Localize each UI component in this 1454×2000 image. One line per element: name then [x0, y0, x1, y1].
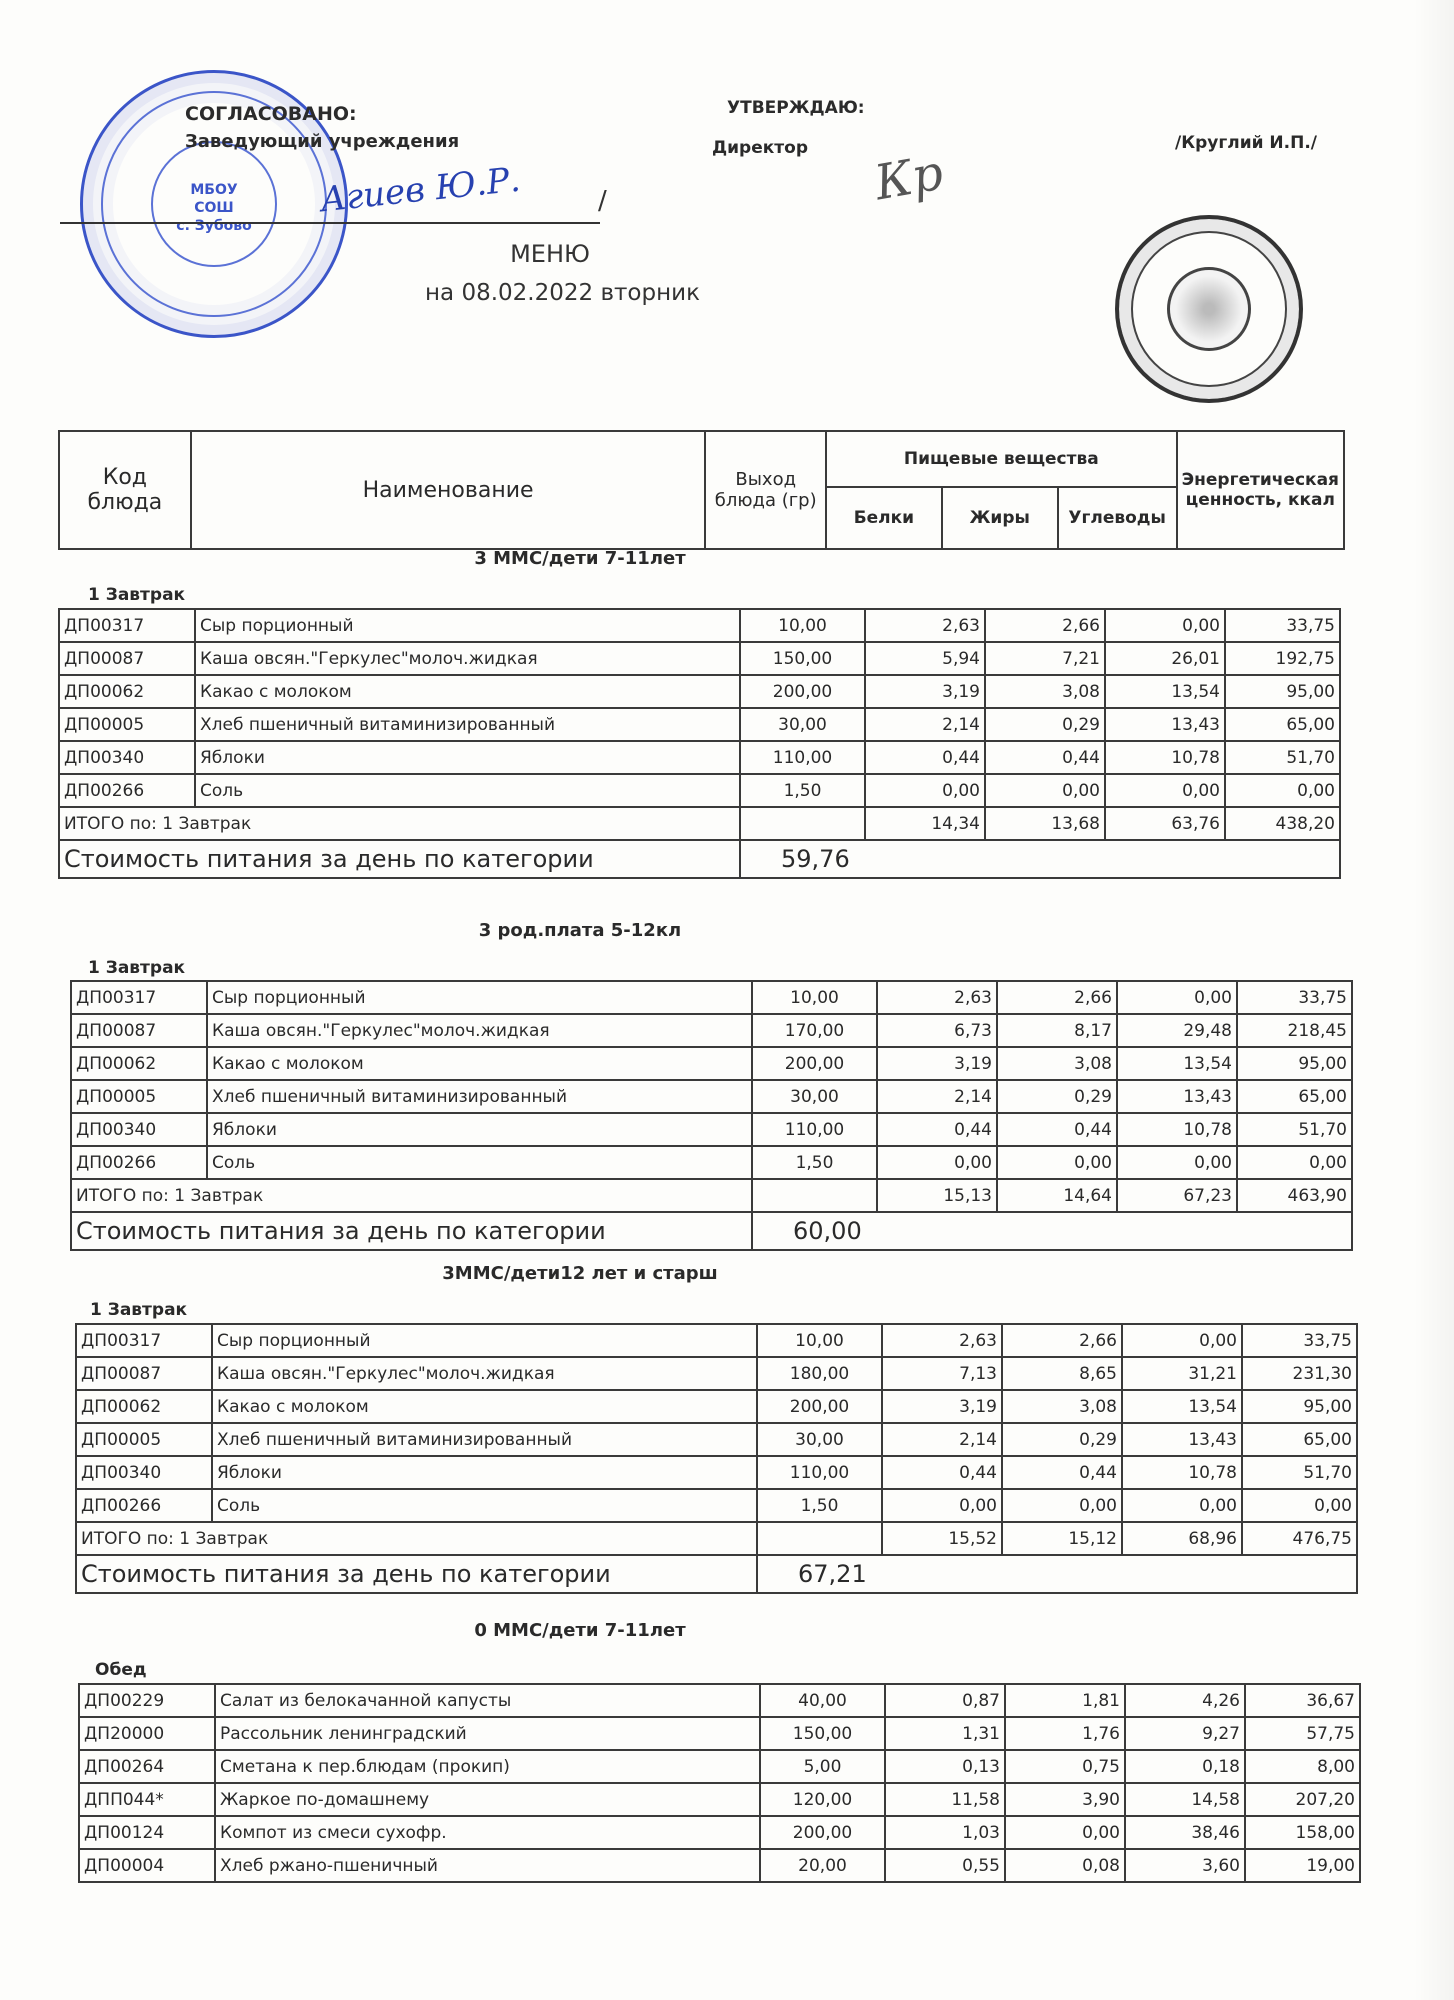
- col-name: Наименование: [191, 431, 706, 549]
- dish-name: Какао с молоком: [212, 1390, 757, 1423]
- dish-name: Яблоки: [207, 1113, 752, 1146]
- dish-output: 10,00: [752, 981, 877, 1014]
- table-row: [79, 1816, 1360, 1849]
- table-row: [76, 1489, 1357, 1522]
- dish-kcal: 207,20: [1245, 1783, 1360, 1816]
- table-row: [59, 741, 1340, 774]
- dish-kcal: 33,75: [1225, 609, 1340, 642]
- dish-name: Каша овсян."Геркулес"молоч.жидкая: [195, 642, 740, 675]
- dish-carbs: 0,00: [1122, 1489, 1242, 1522]
- dish-protein: 0,55: [885, 1849, 1005, 1882]
- total-label: ИТОГО по: 1 Завтрак: [71, 1179, 752, 1212]
- total-label: ИТОГО по: 1 Завтрак: [59, 807, 740, 840]
- page-date: на 08.02.2022 вторник: [425, 280, 700, 306]
- cost-label: Стоимость питания за день по категории: [59, 840, 740, 878]
- table-row: [76, 1456, 1357, 1489]
- dish-protein: 2,63: [877, 981, 997, 1014]
- dish-fat: 0,00: [985, 774, 1105, 807]
- dish-fat: 3,08: [997, 1047, 1117, 1080]
- dish-protein: 2,14: [882, 1423, 1002, 1456]
- dish-protein: 3,19: [865, 675, 985, 708]
- dish-output: 150,00: [760, 1717, 885, 1750]
- dish-carbs: 38,46: [1125, 1816, 1245, 1849]
- dish-name: Какао с молоком: [195, 675, 740, 708]
- dish-fat: 3,08: [1002, 1390, 1122, 1423]
- dish-output: 30,00: [752, 1080, 877, 1113]
- dish-carbs: 31,21: [1122, 1357, 1242, 1390]
- dish-code: ДП20000: [79, 1717, 215, 1750]
- dish-kcal: 231,30: [1242, 1357, 1357, 1390]
- dish-kcal: 8,00: [1245, 1750, 1360, 1783]
- dish-code: ДП00266: [71, 1146, 207, 1179]
- dish-protein: 0,44: [865, 741, 985, 774]
- dish-name: Сыр порционный: [207, 981, 752, 1014]
- table-row: [71, 1080, 1352, 1113]
- dish-kcal: 95,00: [1242, 1390, 1357, 1423]
- director-label: Директор: [712, 138, 808, 158]
- dish-protein: 2,63: [882, 1324, 1002, 1357]
- dish-carbs: 14,58: [1125, 1783, 1245, 1816]
- dish-code: ДП00087: [71, 1014, 207, 1047]
- total-output: [752, 1179, 877, 1212]
- dish-protein: 0,44: [877, 1113, 997, 1146]
- col-carbs: Углеводы: [1058, 487, 1177, 549]
- table-row: [59, 708, 1340, 741]
- dish-protein: 2,63: [865, 609, 985, 642]
- total-fat: 15,12: [1002, 1522, 1122, 1555]
- dish-name: Сыр порционный: [195, 609, 740, 642]
- dish-carbs: 10,78: [1122, 1456, 1242, 1489]
- dish-output: 170,00: [752, 1014, 877, 1047]
- dish-carbs: 13,43: [1105, 708, 1225, 741]
- dish-code: ДП00124: [79, 1816, 215, 1849]
- total-label: ИТОГО по: 1 Завтрак: [76, 1522, 757, 1555]
- table-row: [79, 1750, 1360, 1783]
- menu-table: [70, 980, 1353, 1251]
- dish-carbs: 0,18: [1125, 1750, 1245, 1783]
- dish-fat: 0,29: [997, 1080, 1117, 1113]
- dish-code: ДП00004: [79, 1849, 215, 1882]
- menu-table: [58, 608, 1341, 879]
- dish-name: Рассольник ленинградский: [215, 1717, 760, 1750]
- dish-output: 200,00: [757, 1390, 882, 1423]
- dish-kcal: 51,70: [1242, 1456, 1357, 1489]
- dish-code: ДП00266: [76, 1489, 212, 1522]
- dish-output: 1,50: [740, 774, 865, 807]
- table-row: [71, 1146, 1352, 1179]
- dish-fat: 0,00: [1005, 1816, 1125, 1849]
- dish-output: 5,00: [760, 1750, 885, 1783]
- dish-code: ДП00264: [79, 1750, 215, 1783]
- dish-fat: 0,29: [1002, 1423, 1122, 1456]
- dish-code: ДП00005: [76, 1423, 212, 1456]
- total-fat: 14,64: [997, 1179, 1117, 1212]
- dish-output: 20,00: [760, 1849, 885, 1882]
- dish-carbs: 4,26: [1125, 1684, 1245, 1717]
- dish-carbs: 13,54: [1122, 1390, 1242, 1423]
- dish-name: Соль: [195, 774, 740, 807]
- total-fat: 13,68: [985, 807, 1105, 840]
- menu-table: [75, 1323, 1358, 1594]
- dish-code: ДП00062: [71, 1047, 207, 1080]
- scan-edge-shadow: [1414, 0, 1454, 2000]
- signature-line: [60, 222, 600, 224]
- dish-protein: 0,87: [885, 1684, 1005, 1717]
- dish-output: 10,00: [740, 609, 865, 642]
- signature-left: Агиев Ю.Р.: [318, 159, 523, 221]
- dish-protein: 7,13: [882, 1357, 1002, 1390]
- total-row: [76, 1522, 1357, 1555]
- dish-fat: 0,29: [985, 708, 1105, 741]
- dish-code: ДП00266: [59, 774, 195, 807]
- cost-row: [76, 1555, 1357, 1593]
- cost-row: [71, 1212, 1352, 1250]
- dish-protein: 3,19: [877, 1047, 997, 1080]
- dish-fat: 0,44: [985, 741, 1105, 774]
- dish-fat: 2,66: [1002, 1324, 1122, 1357]
- dish-carbs: 0,00: [1122, 1324, 1242, 1357]
- dish-protein: 0,00: [865, 774, 985, 807]
- dish-protein: 6,73: [877, 1014, 997, 1047]
- total-row: [71, 1179, 1352, 1212]
- dish-fat: 0,44: [997, 1113, 1117, 1146]
- stamp-line-2: СОШ: [194, 200, 234, 216]
- dish-name: Соль: [212, 1489, 757, 1522]
- dish-output: 200,00: [760, 1816, 885, 1849]
- stamp-center-text: [83, 181, 345, 235]
- dish-code: ДП00340: [71, 1113, 207, 1146]
- col-code: Код блюда: [59, 431, 191, 549]
- dish-kcal: 0,00: [1242, 1489, 1357, 1522]
- dish-code: ДП00062: [76, 1390, 212, 1423]
- dish-carbs: 13,43: [1117, 1080, 1237, 1113]
- table-row: [79, 1783, 1360, 1816]
- dish-name: Каша овсян."Геркулес"молоч.жидкая: [207, 1014, 752, 1047]
- dish-kcal: 218,45: [1237, 1014, 1352, 1047]
- cost-label: Стоимость питания за день по категории: [76, 1555, 757, 1593]
- table-row: [71, 1014, 1352, 1047]
- dish-name: Сыр порционный: [212, 1324, 757, 1357]
- dish-fat: 1,81: [1005, 1684, 1125, 1717]
- dish-code: ДП00340: [59, 741, 195, 774]
- cost-value: 67,21: [757, 1555, 1357, 1593]
- dish-output: 120,00: [760, 1783, 885, 1816]
- category-label: 3 род.плата 5-12кл: [478, 920, 682, 941]
- dish-code: ДП00317: [59, 609, 195, 642]
- dish-name: Соль: [207, 1146, 752, 1179]
- dish-output: 200,00: [740, 675, 865, 708]
- column-header-table: [58, 430, 1345, 550]
- agreed-label: СОГЛАСОВАНО:: [185, 103, 357, 125]
- dish-protein: 1,31: [885, 1717, 1005, 1750]
- coat-of-arms-icon: [1167, 267, 1251, 351]
- dish-carbs: 0,00: [1105, 609, 1225, 642]
- total-protein: 14,34: [865, 807, 985, 840]
- meal-label: 1 Завтрак: [90, 1300, 188, 1320]
- total-protein: 15,52: [882, 1522, 1002, 1555]
- cost-value: 59,76: [740, 840, 1340, 878]
- table-row: [76, 1357, 1357, 1390]
- dish-name: Сметана к пер.блюдам (прокип): [215, 1750, 760, 1783]
- dish-kcal: 95,00: [1237, 1047, 1352, 1080]
- dish-kcal: 65,00: [1237, 1080, 1352, 1113]
- dish-name: Хлеб пшеничный витаминизированный: [207, 1080, 752, 1113]
- dish-output: 1,50: [757, 1489, 882, 1522]
- dish-protein: 0,13: [885, 1750, 1005, 1783]
- dish-protein: 2,14: [877, 1080, 997, 1113]
- dish-carbs: 10,78: [1105, 741, 1225, 774]
- dish-code: ДП00005: [59, 708, 195, 741]
- dish-output: 150,00: [740, 642, 865, 675]
- dish-code: ДП00229: [79, 1684, 215, 1717]
- table-row: [59, 642, 1340, 675]
- dish-carbs: 13,54: [1117, 1047, 1237, 1080]
- dish-carbs: 10,78: [1117, 1113, 1237, 1146]
- table-row: [59, 609, 1340, 642]
- dish-kcal: 33,75: [1242, 1324, 1357, 1357]
- dish-fat: 0,00: [997, 1146, 1117, 1179]
- dish-output: 30,00: [757, 1423, 882, 1456]
- total-protein: 15,13: [877, 1179, 997, 1212]
- meal-label: 1 Завтрак: [88, 958, 186, 978]
- dish-carbs: 13,54: [1105, 675, 1225, 708]
- col-fat: Жиры: [942, 487, 1058, 549]
- dish-code: ДП00317: [71, 981, 207, 1014]
- dish-fat: 0,75: [1005, 1750, 1125, 1783]
- dish-protein: 0,00: [882, 1489, 1002, 1522]
- dish-name: Салат из белокачанной капусты: [215, 1684, 760, 1717]
- total-carbs: 63,76: [1105, 807, 1225, 840]
- total-kcal: 463,90: [1237, 1179, 1352, 1212]
- cost-value: 60,00: [752, 1212, 1352, 1250]
- dish-name: Хлеб пшеничный витаминизированный: [195, 708, 740, 741]
- total-output: [740, 807, 865, 840]
- dish-fat: 2,66: [985, 609, 1105, 642]
- dish-carbs: 3,60: [1125, 1849, 1245, 1882]
- dish-output: 110,00: [740, 741, 865, 774]
- dish-output: 110,00: [757, 1456, 882, 1489]
- dish-kcal: 36,67: [1245, 1684, 1360, 1717]
- stamp-line-1: МБОУ: [190, 182, 238, 198]
- table-row: [76, 1324, 1357, 1357]
- dish-code: ДПП044*: [79, 1783, 215, 1816]
- dish-output: 110,00: [752, 1113, 877, 1146]
- dish-kcal: 0,00: [1225, 774, 1340, 807]
- col-energy: Энергетическая ценность, ккал: [1177, 431, 1344, 549]
- director-name: /Круглий И.П./: [1175, 133, 1318, 153]
- cost-row: [59, 840, 1340, 878]
- category-label: 3 ММС/дети 7-11лет: [474, 548, 686, 569]
- dish-kcal: 0,00: [1237, 1146, 1352, 1179]
- col-output: Выход блюда (гр): [705, 431, 826, 549]
- dish-output: 200,00: [752, 1047, 877, 1080]
- dish-carbs: 9,27: [1125, 1717, 1245, 1750]
- dish-kcal: 95,00: [1225, 675, 1340, 708]
- dish-carbs: 13,43: [1122, 1423, 1242, 1456]
- dish-output: 10,00: [757, 1324, 882, 1357]
- total-carbs: 68,96: [1122, 1522, 1242, 1555]
- dish-protein: 2,14: [865, 708, 985, 741]
- table-row: [71, 1113, 1352, 1146]
- dish-fat: 3,90: [1005, 1783, 1125, 1816]
- dish-kcal: 19,00: [1245, 1849, 1360, 1882]
- dish-carbs: 0,00: [1105, 774, 1225, 807]
- dish-carbs: 0,00: [1117, 981, 1237, 1014]
- cost-label: Стоимость питания за день по категории: [71, 1212, 752, 1250]
- dish-code: ДП00087: [59, 642, 195, 675]
- dish-fat: 0,44: [1002, 1456, 1122, 1489]
- dish-code: ДП00340: [76, 1456, 212, 1489]
- dish-kcal: 65,00: [1242, 1423, 1357, 1456]
- dish-fat: 0,08: [1005, 1849, 1125, 1882]
- stamp-line-3: с. Зубово: [176, 218, 252, 234]
- dish-protein: 0,00: [877, 1146, 997, 1179]
- table-row: [79, 1684, 1360, 1717]
- dish-protein: 5,94: [865, 642, 985, 675]
- dish-fat: 2,66: [997, 981, 1117, 1014]
- dish-name: Какао с молоком: [207, 1047, 752, 1080]
- table-row: [71, 981, 1352, 1014]
- dish-kcal: 57,75: [1245, 1717, 1360, 1750]
- dish-protein: 1,03: [885, 1816, 1005, 1849]
- dish-kcal: 65,00: [1225, 708, 1340, 741]
- agreed-block: [185, 100, 459, 156]
- dish-name: Хлеб ржано-пшеничный: [215, 1849, 760, 1882]
- dish-kcal: 33,75: [1237, 981, 1352, 1014]
- total-carbs: 67,23: [1117, 1179, 1237, 1212]
- meal-label: 1 Завтрак: [88, 585, 186, 605]
- total-row: [59, 807, 1340, 840]
- signature-slash: /: [598, 186, 607, 216]
- dish-name: Компот из смеси сухофр.: [215, 1816, 760, 1849]
- dish-kcal: 51,70: [1237, 1113, 1352, 1146]
- dish-protein: 3,19: [882, 1390, 1002, 1423]
- dish-protein: 0,44: [882, 1456, 1002, 1489]
- dish-fat: 7,21: [985, 642, 1105, 675]
- table-row: [71, 1047, 1352, 1080]
- dish-name: Жаркое по-домашнему: [215, 1783, 760, 1816]
- total-kcal: 438,20: [1225, 807, 1340, 840]
- table-row: [76, 1390, 1357, 1423]
- table-row: [79, 1849, 1360, 1882]
- dish-fat: 8,65: [1002, 1357, 1122, 1390]
- dish-fat: 1,76: [1005, 1717, 1125, 1750]
- dish-output: 1,50: [752, 1146, 877, 1179]
- dish-code: ДП00087: [76, 1357, 212, 1390]
- agreed-role: Заведующий учреждения: [185, 131, 460, 152]
- dish-fat: 0,00: [1002, 1489, 1122, 1522]
- dish-code: ДП00317: [76, 1324, 212, 1357]
- dish-carbs: 26,01: [1105, 642, 1225, 675]
- dish-fat: 8,17: [997, 1014, 1117, 1047]
- dish-fat: 3,08: [985, 675, 1105, 708]
- dish-kcal: 192,75: [1225, 642, 1340, 675]
- meal-label: Обед: [95, 1660, 147, 1680]
- category-label: 3ММС/дети12 лет и старш: [442, 1263, 718, 1284]
- table-row: [59, 675, 1340, 708]
- dish-kcal: 158,00: [1245, 1816, 1360, 1849]
- dish-name: Яблоки: [195, 741, 740, 774]
- dish-carbs: 29,48: [1117, 1014, 1237, 1047]
- official-seal-icon: [1115, 215, 1303, 403]
- category-label: 0 ММС/дети 7-11лет: [474, 1620, 686, 1641]
- dish-output: 180,00: [757, 1357, 882, 1390]
- dish-carbs: 0,00: [1117, 1146, 1237, 1179]
- table-row: [59, 774, 1340, 807]
- table-row: [79, 1717, 1360, 1750]
- dish-name: Хлеб пшеничный витаминизированный: [212, 1423, 757, 1456]
- signature-right: Кр: [870, 144, 948, 212]
- dish-output: 40,00: [760, 1684, 885, 1717]
- dish-code: ДП00062: [59, 675, 195, 708]
- total-kcal: 476,75: [1242, 1522, 1357, 1555]
- dish-kcal: 51,70: [1225, 741, 1340, 774]
- dish-name: Яблоки: [212, 1456, 757, 1489]
- dish-protein: 11,58: [885, 1783, 1005, 1816]
- dish-name: Каша овсян."Геркулес"молоч.жидкая: [212, 1357, 757, 1390]
- dish-output: 30,00: [740, 708, 865, 741]
- col-protein: Белки: [826, 487, 942, 549]
- approve-label: УТВЕРЖДАЮ:: [727, 98, 865, 118]
- dish-code: ДП00005: [71, 1080, 207, 1113]
- table-row: [76, 1423, 1357, 1456]
- menu-table: [78, 1683, 1361, 1883]
- col-nutrients: Пищевые вещества: [826, 431, 1177, 487]
- total-output: [757, 1522, 882, 1555]
- page-title: МЕНЮ: [510, 240, 590, 268]
